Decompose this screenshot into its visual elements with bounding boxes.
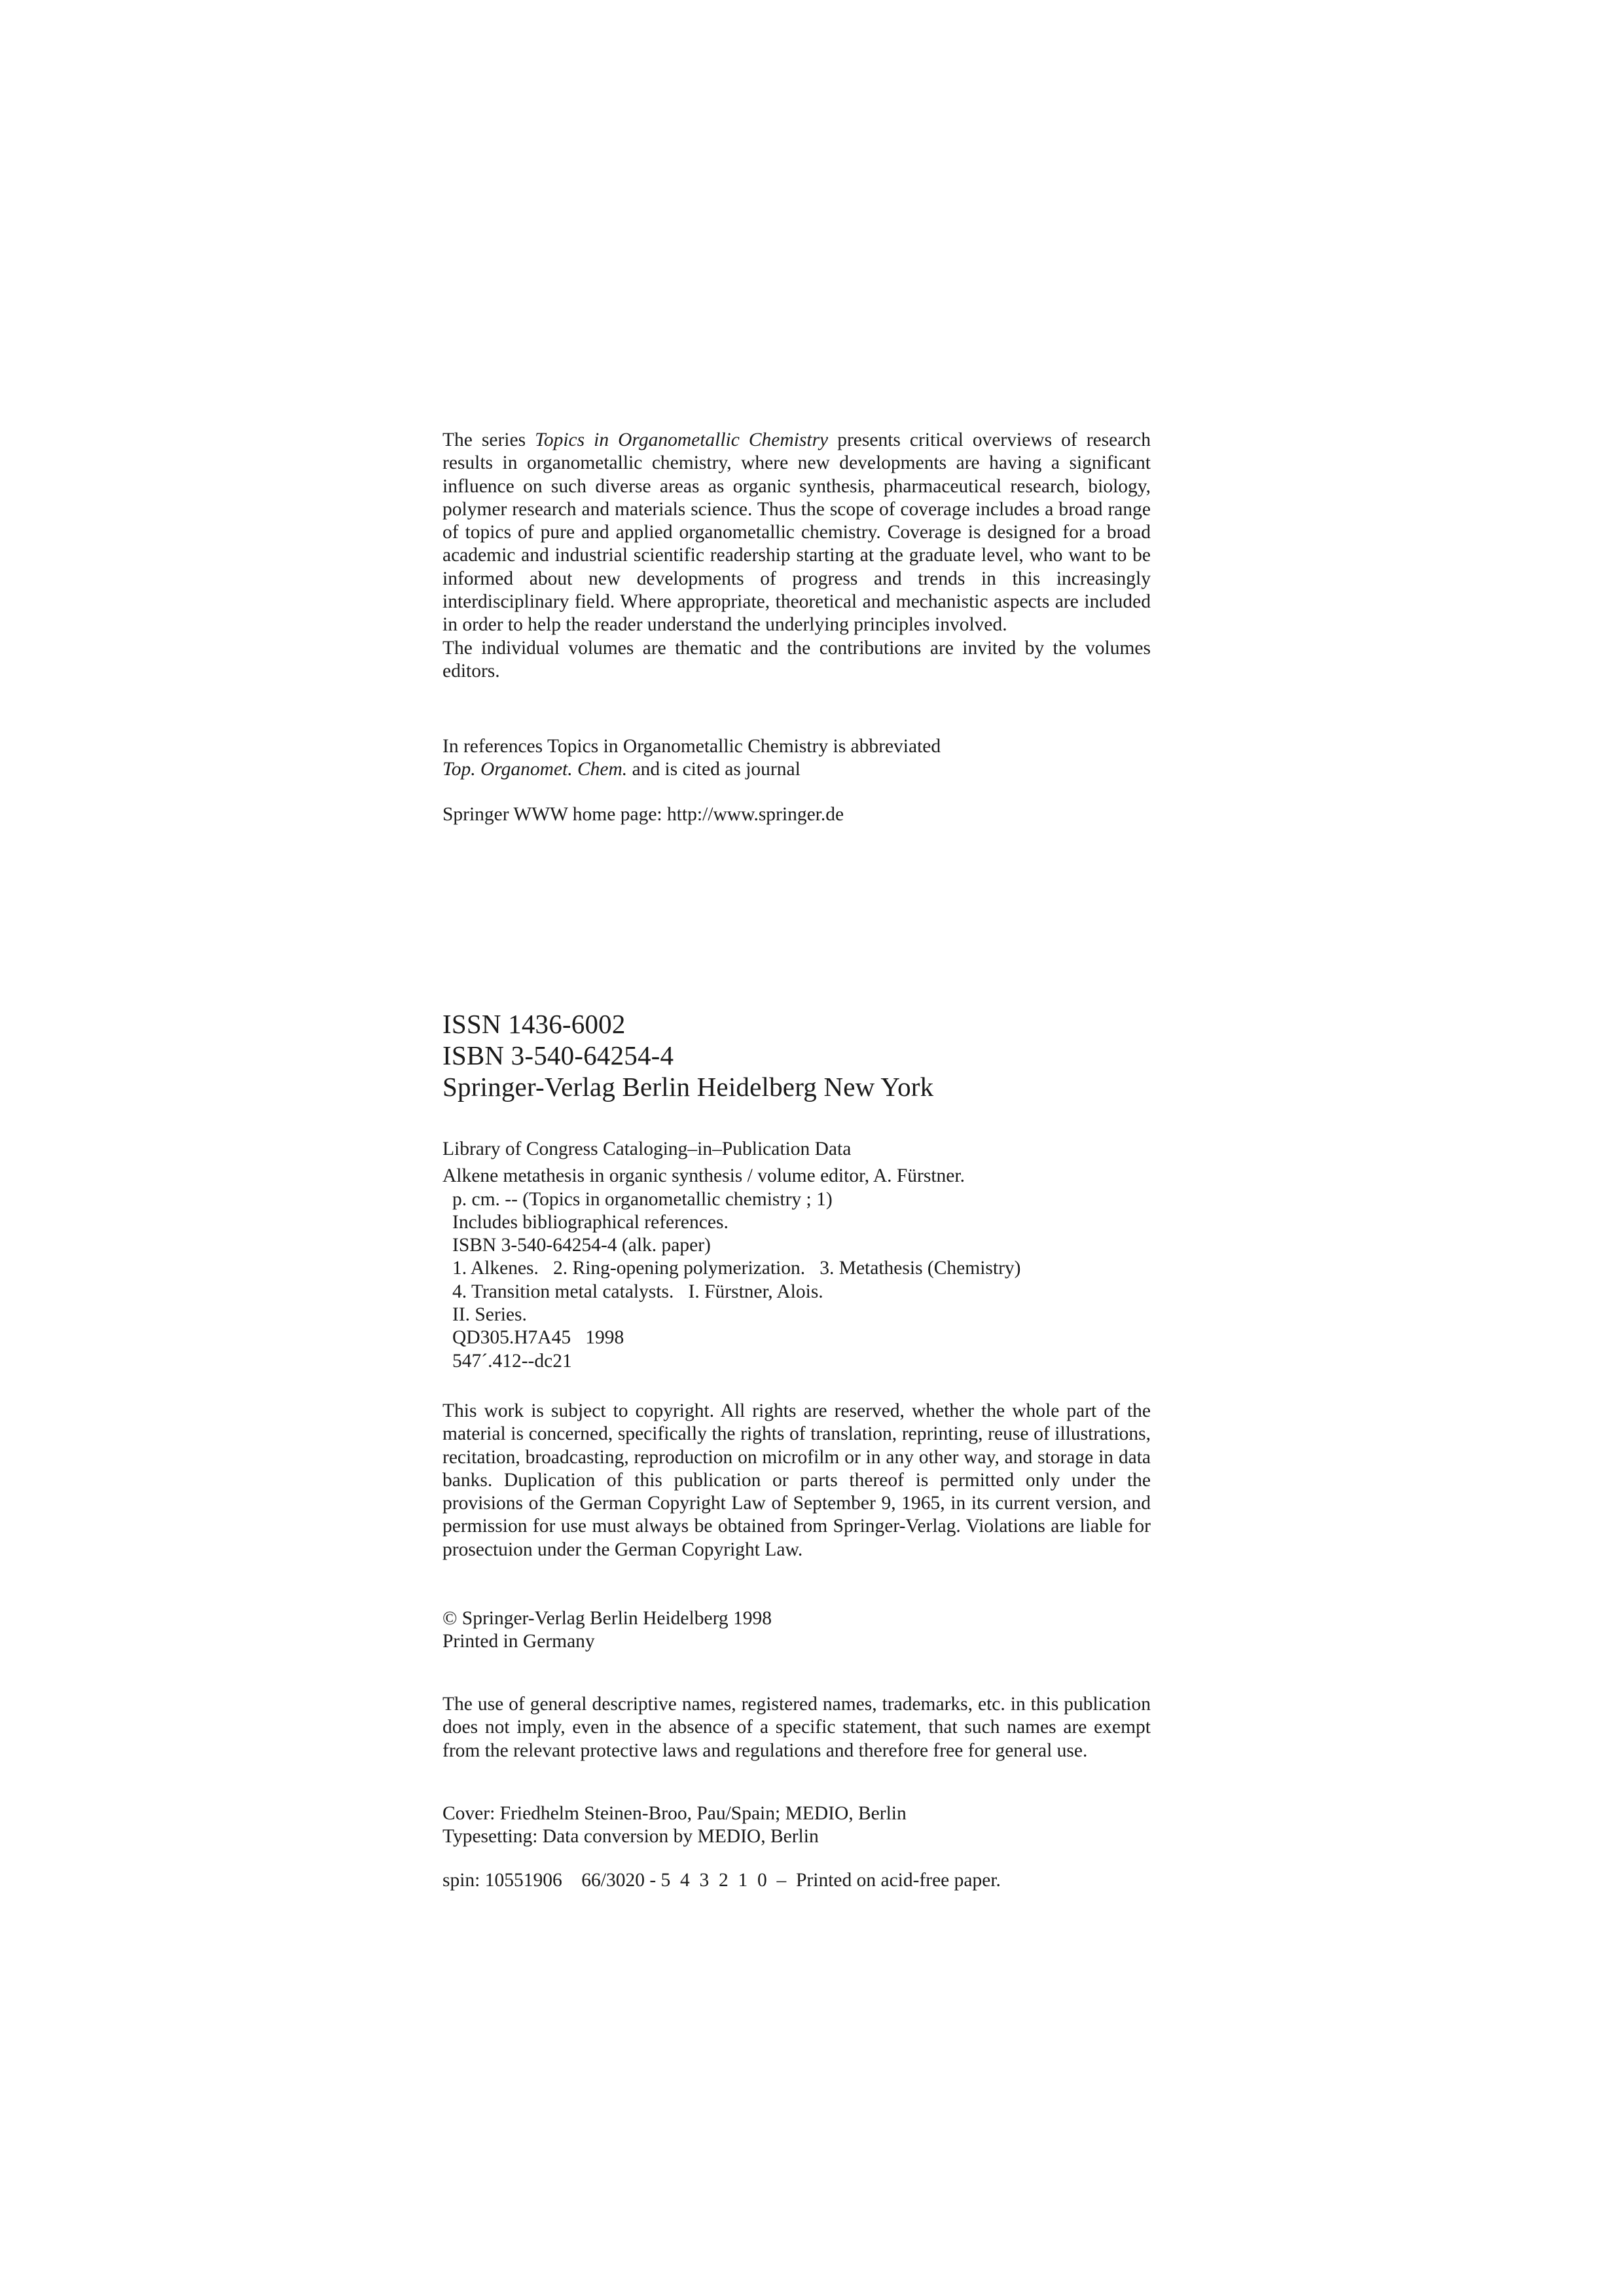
cataloging-line: Includes bibliographical references. <box>452 1211 729 1233</box>
printed-info <box>442 1607 1151 1654</box>
homepage-line: Springer WWW home page: http://www.springer.de <box>442 804 844 825</box>
credits <box>442 1802 1151 1849</box>
references-line-2-rest: and is cited as journal <box>627 759 801 780</box>
cataloging-line: ISBN 3-540-64254-4 (alk. paper) <box>452 1235 711 1256</box>
series-title: Topics in Organometallic Chemistry <box>535 429 829 450</box>
references-note <box>442 735 1151 782</box>
series-intro-rest: presents critical overviews of research results in organometallic chemistry, where new developments are having a significant influence on such diverse areas as organic synthesis, pharmaceutical research, biology, polymer research and materials science. Thus the scope of coverage includes a broad range of topics of pure and applied organometallic chemistry. Coverage is designed for a broad academic and industrial scientific readership starting at the graduate level, who want to be informed about new developments of progress and trends in this increasingly interdisciplinary field. Where appropriate, theoretical and mechanistic aspects are included in order to help the reader understand the underlying principles involved. <box>442 429 1151 636</box>
journal-abbreviation: Top. Organomet. Chem. <box>442 759 628 780</box>
printed-in: Printed in Germany <box>442 1631 595 1652</box>
references-line-1: In references Topics in Organometallic Chemistry is abbreviated <box>442 736 941 757</box>
cataloging-line: p. cm. -- (Topics in organometallic chemistry ; 1) <box>452 1188 833 1210</box>
typesetting-credit: Typesetting: Data conversion by MEDIO, Berlin <box>442 1826 819 1848</box>
cataloging-line: 547´.412--dc21 <box>452 1350 572 1372</box>
copyright-notice: This work is subject to copyright. All rights are reserved, whether the whole part of the material is concerned, specifically the rights of translation, reprinting, reuse of illustrations, recitation, broadcasting, reproduction on microfilm or in any other way, and storage in data banks. Duplication of this publication or parts thereof is permitted only under the provisions of the German Copyright Law of September 9, 1965, in its current version, and permission for use must always be obtained from Springer-Verlag. Violations are liable for prosectuion under the German Copyright Law. <box>442 1400 1151 1560</box>
cataloging-line: QD305.H7A45 1998 <box>452 1327 624 1349</box>
cataloging-data <box>442 1138 1151 1373</box>
identifiers <box>442 1008 1151 1102</box>
series-description <box>442 429 1151 683</box>
references-line-2 <box>442 758 1151 781</box>
trademarks-notice: The use of general descriptive names, registered names, trademarks, etc. in this publication does not imply, even in the absence of a specific statement, that such names are exempt from the relevant protective laws and regulations and therefore free for general use. <box>442 1694 1151 1761</box>
cataloging-heading: Library of Congress Cataloging–in–Publication Data <box>442 1139 852 1159</box>
copyright-line: © Springer-Verlag Berlin Heidelberg 1998 <box>442 1608 772 1629</box>
volumes-note: The individual volumes are thematic and the contributions are invited by the volumes editors. <box>442 637 1151 682</box>
series-intro-paragraph <box>442 429 1151 637</box>
spin-line: spin: 10551906 66/3020 - 5 4 3 2 1 0 – Printed on acid-free paper. <box>442 1870 1001 1891</box>
cataloging-title-line: Alkene metathesis in organic synthesis / volume editor, A. Fürstner. <box>442 1165 965 1187</box>
publisher-line: Springer-Verlag Berlin Heidelberg New York <box>442 1072 934 1102</box>
cover-credit: Cover: Friedhelm Steinen-Broo, Pau/Spain; MEDIO, Berlin <box>442 1803 907 1824</box>
series-intro-prefix: The series <box>442 429 535 450</box>
cataloging-line: 1. Alkenes. 2. Ring-opening polymerization. 3. Metathesis (Chemistry) <box>452 1258 1021 1279</box>
cataloging-line: 4. Transition metal catalysts. I. Fürstner, Alois. <box>452 1281 823 1302</box>
issn: ISSN 1436-6002 <box>442 1009 626 1039</box>
isbn: ISBN 3-540-64254-4 <box>442 1040 674 1070</box>
cataloging-line: II. Series. <box>452 1304 527 1326</box>
